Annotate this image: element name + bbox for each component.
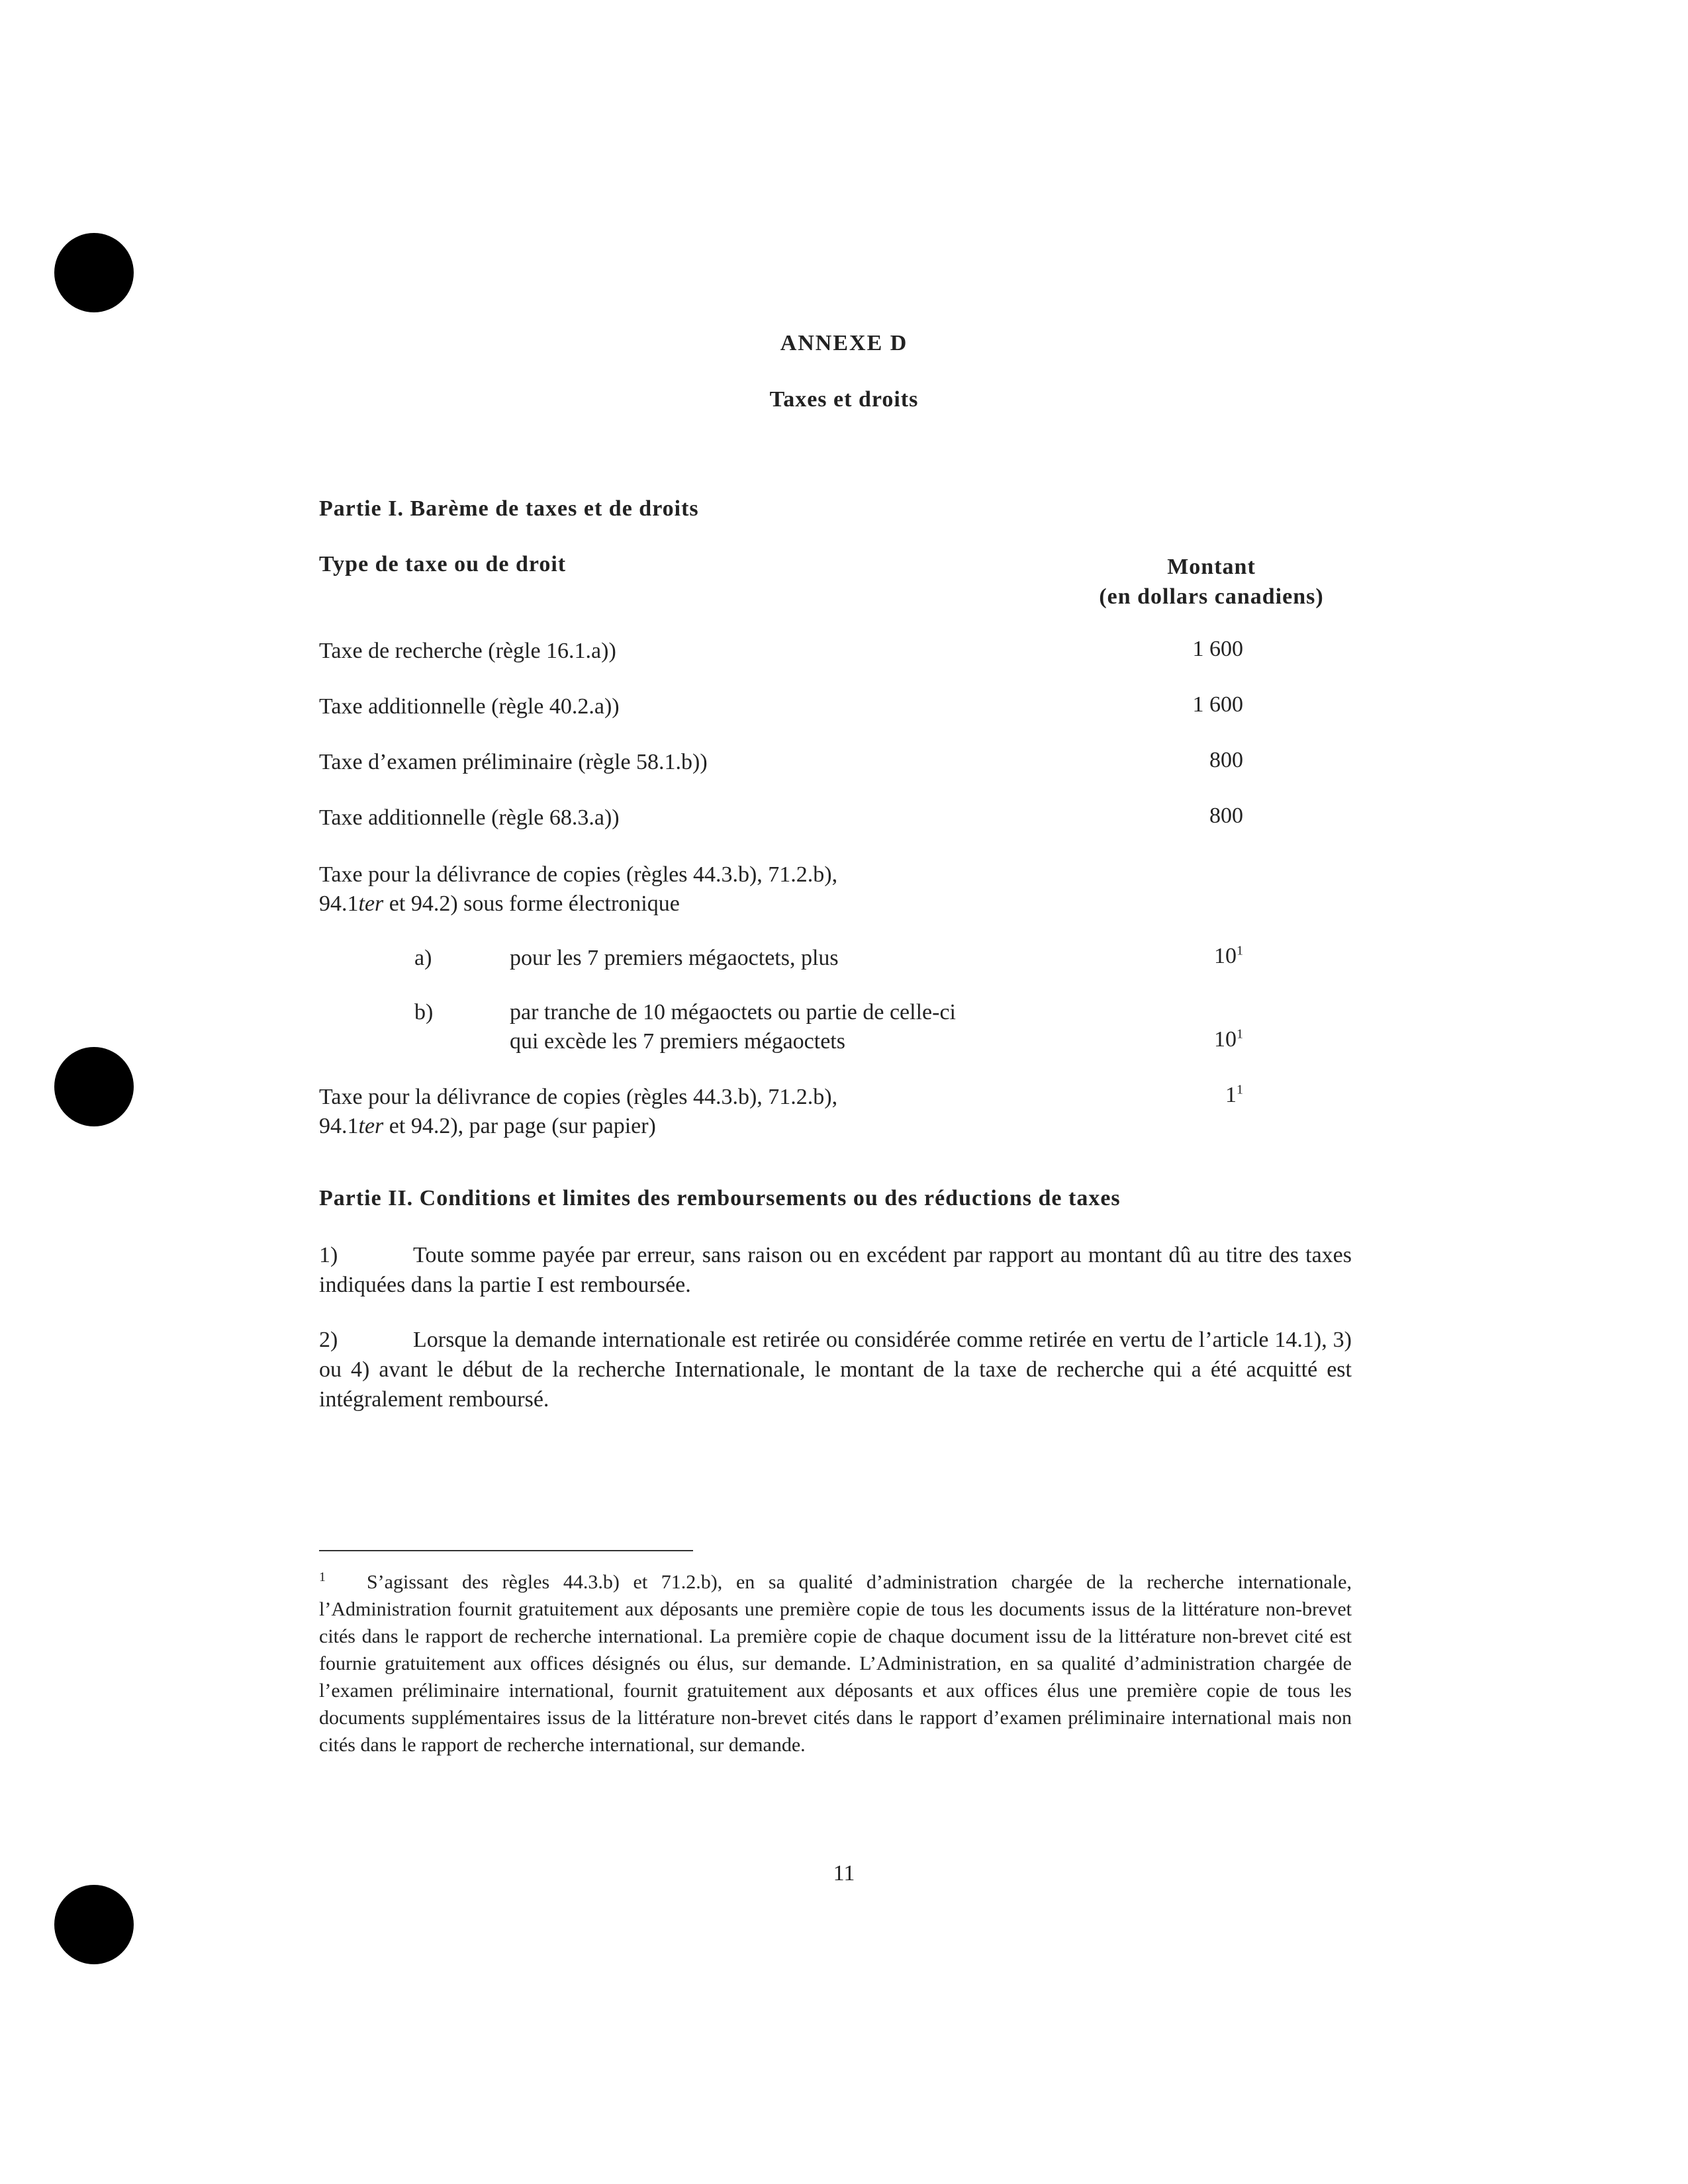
column-header-amount [1053, 552, 1370, 612]
copies-paper-amount: $1^1$ [1225, 1082, 1243, 1107]
fee-row-amount: 1 600 [1192, 692, 1243, 717]
footnote-ref: 1 [1237, 1082, 1243, 1097]
sub-item-a-amount: $10^1$ [1214, 943, 1243, 968]
punch-hole-top [54, 233, 134, 312]
copies-paper-line2: 94.1ter et 94.2), par page (sur papier) [319, 1114, 656, 1138]
sub-item-a-letter: a) [414, 946, 432, 970]
column-header-type: Type de taxe ou de droit [319, 552, 567, 576]
paragraph-2-number: 2) [319, 1328, 338, 1352]
paragraph-2-text: Lorsque la demande internationale est retirée ou considérée comme retirée en vertu de l’article 14.1), 3) ou 4) avant le début de la recherche Internationale, le montant de la taxe de recherche qui a été acquitté est intégralement remboursé. [319, 1328, 1352, 1412]
copies-electronic-line1: Taxe pour la délivrance de copies (règles 44.3.b), 71.2.b), [319, 862, 838, 887]
paragraph-1 [319, 1240, 1352, 1300]
copies-paper-label [319, 1083, 1047, 1141]
footnote-ref: 1 [1237, 1026, 1243, 1042]
column-header-amount-line2: (en dollars canadiens) [1099, 584, 1324, 609]
footnote-ref: 1 [1237, 943, 1243, 958]
part2-heading: Partie II. Conditions et limites des remboursements ou des réductions de taxes [319, 1186, 1121, 1210]
sub-item-b-amount: $10^1$ [1214, 1026, 1243, 1052]
sub-item-b-letter: b) [414, 1000, 434, 1024]
copies-electronic-label [319, 860, 1047, 919]
footnote: $^1$ S’agissant des règles 44.3.b) et 71.2.b), en sa qualité d’administration chargée de la recherche internationale, l’Administration fournit gratuitement aux déposants une première copie de tous les documents issus de la littérature non-brevet cités dans le rapport de recherche international. La première copie de chaque document issu de la littérature non-brevet cité est fournie gratuitement aux offices désignés ou élus, sur demande. L’Administration, en sa qualité d’administration chargée de l’examen préliminaire international, fournit gratuitement aux déposants et aux offices élus une première copie de tous les documents supplémentaires issus de la littérature non-brevet cités dans le rapport d’examen préliminaire international mais non cités dans le rapport de recherche international, sur demande. [319, 1570, 1352, 1756]
annex-title: ANNEXE D [780, 331, 908, 355]
paragraph-1-text: Toute somme payée par erreur, sans raison ou en excédent par rapport au montant dû au titre des taxes indiquées dans la partie I est remboursée. [319, 1243, 1352, 1297]
paragraph-2 [319, 1325, 1352, 1414]
page-number: 11 [833, 1861, 855, 1886]
part1-heading: Partie I. Barème de taxes et de droits [319, 496, 699, 521]
footnote-separator [319, 1550, 693, 1551]
sub-item-a-text: pour les 7 premiers mégaoctets, plus [510, 946, 839, 970]
fee-row-label: Taxe additionnelle (règle 68.3.a)) [319, 805, 620, 830]
paragraph-1-number: 1) [319, 1243, 338, 1267]
punch-hole-middle [54, 1047, 134, 1126]
fee-row-label: Taxe additionnelle (règle 40.2.a)) [319, 694, 620, 719]
column-header-amount-line1: Montant [1167, 555, 1256, 579]
sub-item-b-text: par tranche de 10 mégaoctets ou partie de celle-ci qui excède les 7 premiers mégaoctets [510, 1000, 956, 1054]
fee-row-amount: 800 [1209, 748, 1243, 772]
annex-subtitle: Taxes et droits [769, 387, 919, 412]
copies-paper-line1: Taxe pour la délivrance de copies (règles 44.3.b), 71.2.b), [319, 1085, 838, 1109]
copies-electronic-line2: 94.1ter et 94.2) sous forme électronique [319, 891, 680, 916]
footnote-text: S’agissant des règles 44.3.b) et 71.2.b), en sa qualité d’administration chargée de la recherche internationale, l’Administration fournit gratuitement aux déposants une première copie de tous les documents issus de la littérature non-brevet cités dans le rapport de recherche international. La première copie de chaque document issu de la littérature non-brevet cité est fournie gratuitement aux offices désignés ou élus, sur demande. L’Administration, en sa qualité d’administration chargée de l’examen préliminaire international, fournit gratuitement aux déposants et aux offices élus une première copie de tous les documents supplémentaires issus de la littérature non-brevet cités dans le rapport d’examen préliminaire international mais non cités dans le rapport de recherche international, sur demande. [319, 1571, 1352, 1756]
fee-row-label: Taxe de recherche (règle 16.1.a)) [319, 639, 616, 663]
fee-row-amount: 1 600 [1192, 637, 1243, 661]
punch-hole-bottom [54, 1885, 134, 1964]
fee-row-label: Taxe d’examen préliminaire (règle 58.1.b)) [319, 750, 708, 774]
fee-row-amount: 800 [1209, 803, 1243, 828]
